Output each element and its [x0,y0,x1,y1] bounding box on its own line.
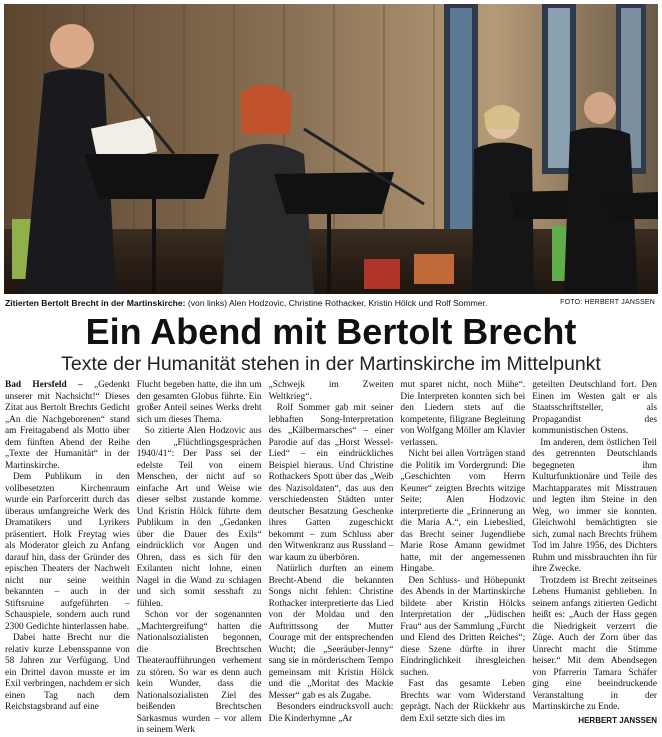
article-paragraph: Natürlich durften an einem Brecht-Abend die bekannten Songs nicht fehlen: Christine Rothacker interpretierte das Lied von der Moldau und den Auftrittssong der Mutter Courage mit der entsprechenden Wucht; die „Seeräuber-Jenny“ sang sie in mörderischem Tempo gemeinsam mit Kristin Hölck und die „Moritat des Mackie Messer“ gab es als Zugabe. [268,564,394,701]
stage-photo [4,4,658,294]
author-byline: HERBERT JANSSEN [578,715,657,725]
subheadline: Texte der Humanität stehen in der Martinskirche im Mittelpunkt [61,353,601,375]
article-paragraph: Fast das gesamte Leben Brechts war vom Widerstand geprägt. Nach der Rückkehr aus dem Exil setzte sich dies im [400,679,526,724]
article-paragraph: So zitierte Alen Hodzovic aus den „Flüchtlingsgesprächen 1940/41“: Der Pass sei der edelste Teil von einem Menschen, der nicht auf so einfache Art und Weise wie dieser selbst zustande komme. Und Kristin Hölck führte dem Publikum in den „Gedanken über die Dauer des Exils“ eindrücklich vor Augen und Ohren, dass es sich für den Exilanten nicht lohne, einen Nagel in die Wand zu schlagen und sich somit sesshaft zu fühlen. [136,426,262,609]
caption-text: (von links) Alen Hodzovic, Christine Rothacker, Kristin Hölck und Rolf Sommer. [185,298,488,308]
article-column-2 [136,380,262,735]
caption-lead: Zitierten Bertolt Brecht in der Martinskirche: [5,298,186,308]
article-paragraph: Dem Publikum in den vollbesetzten Kirchenraum wurde ein Parforceritt durch das überaus umfangreiche Werk des Dramatikers und Lyrikers präsentiert. Holk Freytag wies als Moderator gleich zu Anfang darauf hin, dass der Gründer des epischen Theaters der Nachwelt nicht nur seine weithin bekannten – auch in der Stiftsruine aufgeführten – Schauspiele, sondern auch rund 2300 Gedichte hinterlassen habe. [5,472,130,632]
photo-caption [5,296,655,310]
article-paragraph: Dabei hatte Brecht nur die relativ kurze Lebensspanne von 58 Jahren zur Verfügung. Und ein Drittel davon musste er im Exil verbringen, nachdem er sich einen Tag nach dem Reichstagsbrand auf eine [5,633,130,712]
article-paragraph: Schon vor der sogenannten „Machtergreifung“ hatten die Nationalsozialisten begonnen, die Brechtschen Theateraufführungen verhement zu stören. So war es denn auch kein Wunder, dass die Nationalsozialisten Ziel des beißenden Brechtschen Sarkasmus wurden – vor allem in seinem Werk [136,610,262,735]
photo-credit: FOTO: HERBERT JANSSEN [560,299,655,306]
article-paragraph: Im anderen, dem östlichen Teil des getrennten Deutschlands begegneten ihm Kulturfunktionäre und Teile des Machtapparates mit Misstrauen und legten ihm Steine in den Weg, wo immer sie konnten. Gleichwohl bemächtigten sie sich, zumal nach Brechts frühem Tod im Jahre 1956, des Dichters Ruhm und missbrauchten ihn für ihre Zwecke. [532,437,657,574]
article-column-1 [5,380,130,712]
article-body [5,380,657,735]
article-column-3 [268,380,394,724]
article-column-4 [400,380,526,724]
article-paragraph: Flucht begeben hatte, die ihn um den gesamten Globus führte. Ein großer Anteil seines Werks dreht sich um dieses Thema. [136,380,262,425]
article-paragraph: Bad Hersfeld – „Gedenkt unserer mit Nachsicht!“ Dieses Zitat aus Bertolt Brechts Gedicht „An die Nachgeborenen“ stand am Freitagabend als Motto über dem fünften Abend der Reihe „Texte der Humanität“ in der Martinskirche. [5,380,130,471]
article-paragraph: Rolf Sommer gab mit seiner lebhaften Song-Interpretation des „Kälbermarsches“ – einer Parodie auf das „Horst Wessel-Lied“ – ein eindrückliches Beispiel hieraus. Und Christine Rothackers Spott über das „Weib des Nazisoldaten“, das aus den verschiedensten Städten unter deutscher Besatzung Geschenke ihres Gatten zugeschickt bekommt – zum Schluss aber den Witwenkranz aus Russland – war kaum zu überbören. [268,403,394,563]
article-paragraph: Besonders eindrucksvoll auch: Die Kinderhymne „Ar [268,702,394,724]
dateline: Bad Hersfeld – [5,380,83,390]
article-paragraph: mut sparet nicht, noch Mühe“. Die Interpreten konnten sich bei den Liedern stets auf die kompetente, filigrane Begleitung von Wolfgang Möller am Klavier verlassen. [400,380,526,448]
article-paragraph: Trotzdem ist Brecht zeitseines Lebens Humanist geblieben. In seinem anfangs zitierten Gedicht heißt es: „Auch der Hass gegen die Niedrigkeit verzerrt die Züge. Auch der Zorn über das Unrecht macht die Stimme heiser.“ Mit dem Abendsegen von Pfarrerin Tamara Schäfer ging eine beeindruckende Veranstaltung in der Martinskirche zu Ende. [532,575,657,712]
article-paragraph: Nicht bei allen Vorträgen stand die Politik im Vordergrund: Die „Geschichten vom Herrn Keuner“ zeigten Brechts witzige Seite; Alen Hodzovic interpretierte die „Erinnerung an die Maria A.“, ein Liebeslied, das Brecht seiner Jugendliebe Marie Rose Amann gewidmet hatte, mit der angemessenen Hingabe. [400,449,526,574]
headline: Ein Abend mit Bertolt Brecht [85,311,577,352]
article-paragraph: geteilten Deutschland fort. Den Einen im Westen galt er als Staatsschriftsteller, als Propagandist des kommunistischen Ostens. [532,380,657,436]
article-paragraph: Den Schluss- und Höhepunkt des Abends in der Martinskirche bildete aber Kristin Hölcks Interpretation der „Jüdischen Frau“ aus der Sammlung „Furcht und Elend des Dritten Reiches“; diese Szene dürfte in ihrer Eindringlichkeit ihresgleichen suchen. [400,575,526,678]
article-paragraph: „Schwejk im Zweiten Weltkrieg“. [268,380,394,402]
article-column-5 [532,380,657,725]
